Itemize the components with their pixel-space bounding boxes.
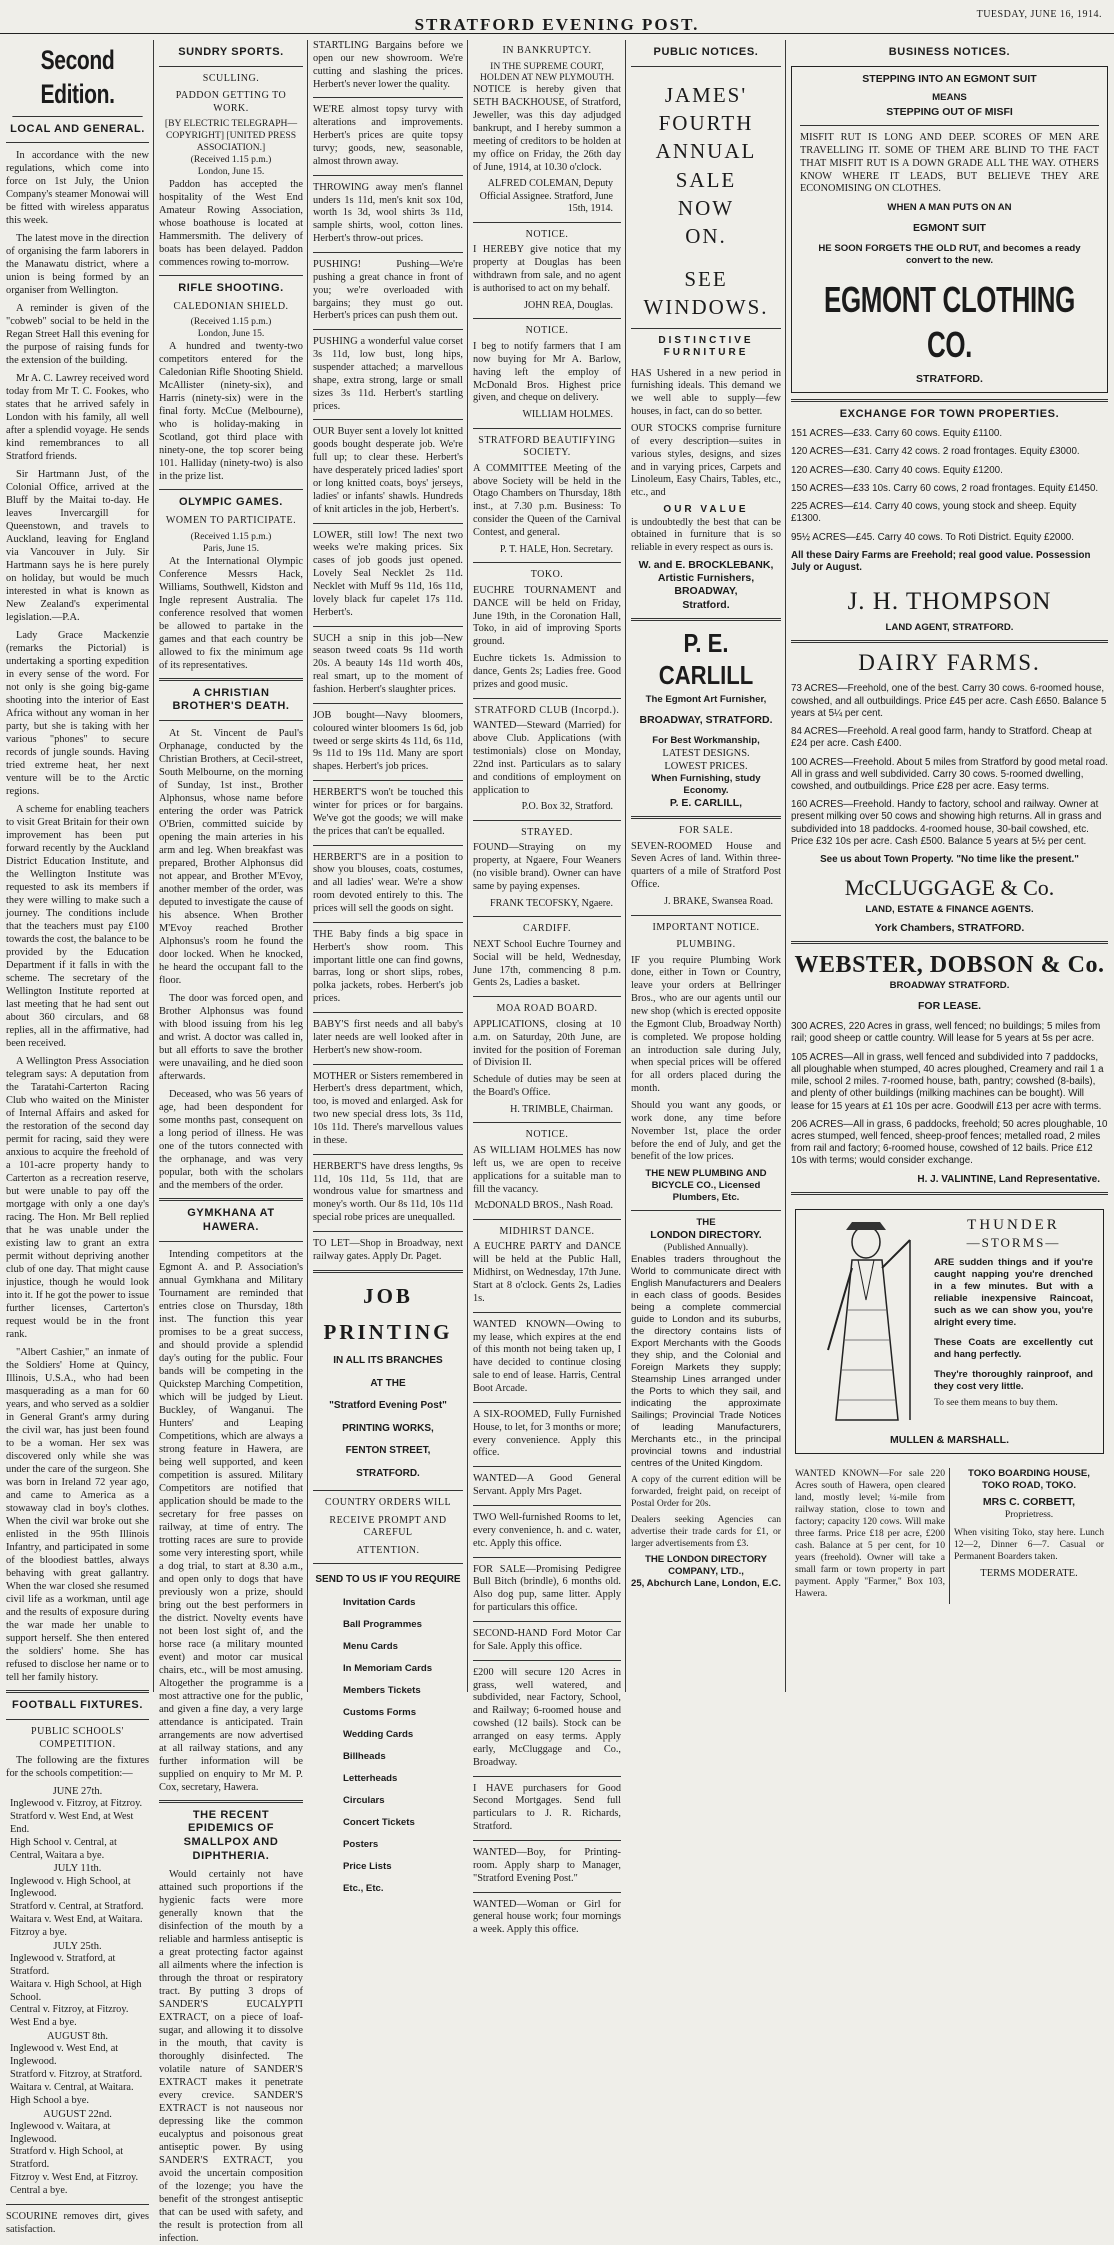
subheading-sculling: SCULLING. [202, 72, 260, 84]
wire-credit: [BY ELECTRIC TELEGRAPH—COPYRIGHT] [UNITED PRESS ASSOCIATION.] [164, 118, 298, 154]
notice-text: WANTED—Steward (Married) for above Club. Applications (with testimonials) close on Monday, 22nd inst. Particulars as to salary and conditions of employment on application to [473, 720, 621, 796]
received-time: (Received 1.15 p.m.) [190, 530, 272, 542]
section-heading-football: FOOTBALL FIXTURES. [12, 1699, 143, 1712]
news-item: Paddon has accepted the hospitality of the West End Amateur Rowing Association, whose boathouse is located at Hammersmith. The delivery of boats has been delayed. Paddon commences rowing to-morrow. [159, 179, 303, 269]
subheading-olympic: OLYMPIC GAMES. [179, 496, 283, 509]
scourine-ad: SCOURINE removes dirt, gives satisfaction. [6, 2210, 149, 2235]
masthead [0, 0, 1114, 34]
bottom-row: WANTED KNOWN—For sale 220 Acres south of Hawera, open cleared land, mostly level; ¼-mile from railway station, close to town and factory; capacity 120 cows. Will make three farms. Price £18 per acre, £200 cash. Balance at 5 per cent, for 10 years (freehold). Owner will take a small farm or town property in part payment. Apply "Farmer," Box 103, Hawera. TOKO BOARDING HOUSE, TOKO ROAD, TOKO. MRS C. CORBETT, Proprietress. When visiting Toko, stay here. Lunch 12—2, Dinner 6—7. Casual or Permanent Boarders taken. TERMS MODERATE. [791, 1468, 1108, 1604]
london-directory-heading: LONDON DIRECTORY. [650, 1229, 762, 1242]
news-item: A scheme for enabling teachers to visit Great Britain for their own improvement has been put forward recently by the Auckland District Education Institute, and the Wellington Institute was requested to ask its members if they were willing to make such a journey. The conditions include that the teachers must pay £100 towards the cost, the balance to be provided by the Education Department if it falls in with the scheme. The secretary of the Wellington Institute reported at last meeting that he had sent out about 360 circulars, and 68 replies, all in the affirmative, had been received. [6, 804, 149, 1050]
property-listing: 105 ACRES—All in grass, well fenced and subdivided into 7 paddocks, all ploughable when stumped, 40 acres ploughed, Creamery and rail 1 a mile, school 2 miles. 7-roomed house, bath, pantry; cowshed (8-bails), and plenty of other buildings (milking machines can be bought). Will lease for 15 years at £1 10s per acre. Goodwill £13 per acre with terms. [791, 1051, 1104, 1112]
herberts-ad: HERBERT'S won't be touched this winter for prices or for bargains. We've got the goods; we will make the prices that can't be equalled. [313, 787, 463, 837]
property-listing: 95½ ACRES—£45. Carry 40 cows. To Roti District. Equity £2000. [791, 531, 1074, 543]
section-heading-local: LOCAL AND GENERAL. [10, 122, 145, 135]
section-heading-brother: A CHRISTIAN BROTHER'S DEATH. [172, 686, 290, 713]
edition-title: Second Edition. [12, 44, 142, 117]
notice-text: APPLICATIONS, closing at 10 a.m. on Saturday, 20th June, are invited for the position of Foreman of Division II. [473, 1018, 621, 1069]
column-sports [155, 40, 307, 2244]
subheading-women: WOMEN TO PARTICIPATE. [165, 515, 297, 527]
news-item: Mr A. C. Lawrey received word today from Mr T. C. Fookes, who states that he arrived safely in London with his family, all well after a splendid voyage. He sends kind remembrances to all Stratford friends. [6, 373, 150, 463]
classified-ad: WANTED—Boy, for Printing-room. Apply sharp to Manager, "Stratford Evening Post." [473, 1847, 621, 1884]
football-subheading: PUBLIC SCHOOLS' COMPETITION. [31, 1726, 124, 1750]
classified-ad: SEVEN-ROOMED House and Seven Acres of land. Within three-quarters of a mile of Stratford Post Office. [631, 840, 781, 891]
news-item: A reminder is given of the "cobweb" social to be held in the Regan Street Hall this evening for the purpose of raising funds for the extension of the building. [6, 303, 149, 367]
column-public-notices: PUBLIC NOTICES. JAMES' FOURTH ANNUAL SALE NOW ON. SEE WINDOWS. DISTINCTIVE FURNITURE HAS Ushered in a new period in furnishing ideals. This demand we we well able to supply—few houses, in fact, can do so better. OUR STOCKS comprise furniture of every description—suites in various styles, designs, and sizes and in varying prices, Carpets and Linoleum, Easy Chairs, Tables, etc., etc., and OUR VALUE is undoubtedly the best that can be obtained in furniture that is so reliable in every respect as ours is. W. and E. BROCKLEBANK, Artistic Furnishers, BROADWAY, Stratford. P. E. CARLILL The Egmont Art Furnisher, BROADWAY, STRATFORD. For Best Workmanship, LATEST DESIGNS. LOWEST PRICES. When Furnishing, study Economy. P. E. CARLILL, FOR SALE. SEVEN-ROOMED House and Seven Acres of land. Within three-quarters of a mile of Stratford Post Office. J. BRAKE, Swansea Road. IMPORTANT NOTICE. PLUMBING. IF you require Plumbing Work done, either in Town or Country, leave your orders at Bellringer Bros., who are our agents until our new shop (which is erected opposite the Egmont Club, Broadway North) is completed. We propose holding an introduction sale during July, when special prices will be offered for all orders placed during the month. Should you want any goods, or work done, any time before November 1st, place the order before the end of July, and get the benefit of the low prices. THE NEW PLUMBING AND BICYCLE CO., Licensed Plumbers, Etc. THE LONDON DIRECTORY. (Published Annually). Enables traders throughout the World to communicate direct with English Manufacturers and Dealers in each class of goods. Besides being a complete commercial guide to London and its suburbs, the directory contains lists of Export Merchants with the Goods they ship, and the Colonial and Foreign Markets they supply; Steamship Lines arranged under the Ports to which they sail, and indicating the approximate Sailings; Provincial Trade Notices of leading Manufacturers, Merchants etc., in the principal provincial towns and industrial centres of the United Kingdom. A copy of the current edition will be forwarded, freight paid, on receipt of Postal Order for 20s. Dealers seeking Agencies can advertise their trade cards for £1, or larger advertisements from £3. THE LONDON DIRECTORY COMPANY, LTD., 25, Abchurch Lane, London, E.C. [631, 46, 781, 1589]
property-listing: 84 ACRES—Freehold. A real good farm, handy to Stratford. Cheap at £24 per acre. Cash £400. [791, 726, 1092, 750]
fixture-block: AUGUST 8th. Inglewood v. West End, at Inglewood. Stratford v. Fitzroy, at Stratford. Waitara v. Central, at Waitara. High School a bye. [10, 2031, 143, 2106]
news-item: At the International Olympic Conference Messrs Hack, Williams, Southwell, Kidston and Ingle represent Australia. The conference resolved that women be allowed to partake in the games and that each country be allowed to fix the minimum age of its representatives. [159, 555, 303, 671]
furniture-ad-text: HAS Ushered in a new period in furnishing ideals. This demand we we well able to supply—few houses, in fact, can do so better. [631, 367, 781, 418]
news-item: Intending competitors at the Egmont A. and P. Association's annual Gymkhana and Military Tournament are reminded that entries close on Thursday, 18th inst. The function this year promises to be a great success, and should provide a splendid day's outing for the public. Four bands will be competing in the Quickstep Marching Competition, which will be judged by Lieut. Buckley, of Wanganui. The Hunters' and Leaping Competitions, which are always a strong feature in Hawera, are being well supported, and keen competition is assured. Military Competitors are notified that application should be made to the secretary for free passes on railway, at time of entry. The trotting races are sure to provide some very interesting sport, while a dog trial, to start at 8.30 a.m., and open only to dogs that have previously won a prize, should bring out the best performers in the district. Novelty events have not been lost sight of, and the horse race (a military mounted event) and motor car musical chairs, etc., will be most amusing. Altogether the programme is a most attractive one for the public, and given a fine day, a very large attendance is anticipated. Train arrangements are now advertised at all railway stations, and any further information will be supplied on enquiry to Mr M. P. Cox, secretary, Hawera. [159, 1248, 303, 1793]
heading-bankruptcy: IN BANKRUPTCY. [502, 45, 592, 56]
job-title: JOB [363, 1283, 413, 1308]
news-item: At St. Vincent de Paul's Orphanage, conducted by the Christian Brothers, at Cecil-street, South Melbourne, on the morning of Sunday, 1st inst., Brother Alphonsus, whose name before entering the order was Patrick O'Brien, committed suicide by opening the main arteries in his arm and leg. When breakfast was prepared, Brother Alphonsus did not appear, and Brother M'Evoy, another member of the order, was deputed to investigate the cause of his absence. When Brother M'Evoy reached Brother Alphonsus's room he found the door locked. When he knocked, he heard the occupant fall to the floor. [159, 728, 303, 987]
job-printing-ad: JOB PRINTING IN ALL ITS BRANCHES AT THE "Stratford Evening Post" PRINTING WORKS, FENTON STREET, STRATFORD. COUNTRY ORDERS WILL RECEIVE PROMPT AND CAREFUL ATTENTION. SEND TO US IF YOU REQUIRE Invitation Cards Ball Programmes Menu Cards In Memoriam Cards Members Tickets Customs Forms Wedding Cards Billheads Letterheads Circulars Concert Tickets Posters Price Lists Etc., Etc. [313, 1283, 463, 1895]
football-intro: The following are the fixtures for the schools competition:— [6, 1755, 149, 1779]
classified-ad: WANTED—Woman or Girl for general house work; four mornings a week. Apply this office. [473, 1898, 621, 1936]
classified-ad: WANTED—A Good General Servant. Apply Mrs Paget. [473, 1473, 621, 1498]
classified-ad: WANTED KNOWN—For sale 220 Acres south of Hawera, open cleared land, mostly level; ¼-mile from railway station, close to town and factory; capacity 120 cows. Will make three farms. Price £18 per acre, £200 cash. Balance at 5 per cent, for 10 years (freehold). Owner will take a small farm or town property in part payment. Apply "Farmer," Box 103, Hawera. [795, 1468, 945, 1600]
subheading-rifle-shooting: RIFLE SHOOTING. [178, 282, 284, 295]
fixture-block: JULY 11th. Inglewood v. High School, at Inglewood. Stratford v. Central, at Stratford. Waitara v. West End, at Waitara. Fitzroy a bye. [10, 1863, 144, 1938]
heading-exchange: EXCHANGE FOR TOWN PROPERTIES. [839, 408, 1060, 421]
property-listing: 100 ACRES—Freehold. About 5 miles from Stratford by good metal road. All in grass and well subdivided. Carry 30 cows. 5-roomed dwelling, cowshed, and outbuildings. Price £28 per acre. Easy terms. [791, 756, 1108, 792]
classified-ad: TWO Well-furnished Rooms to let, every convenience, h. and c. water, etc. Apply this office. [473, 1511, 621, 1549]
subheading-paddon: PADDON GETTING TO WORK. [175, 90, 287, 114]
notice-text: NEXT School Euchre Tourney and Social will be held, Wednesday, June 17th, commencing 8 p.m. Gents 2s, Ladies a basket. [473, 938, 621, 989]
property-listing: 160 ACRES—Freehold. Handy to factory, school and railway. Owner at present milking over 50 cows and showing high returns. All in grass and subdivided into 18 paddocks. 4-roomed house, 30-bail cowshed, etc. Price £32 10s per acre. Cash £500. Balance 5 years at 5½ per cent. [791, 799, 1102, 847]
property-listing: 151 ACRES—£33. Carry 60 cows. Equity £1100. [791, 428, 1003, 440]
column-business-notices: BUSINESS NOTICES. STEPPING INTO AN EGMONT SUIT MEANS STEPPING OUT OF MISFI MISFIT RUT IS LONG AND DEEP. SCORES OF MEN ARE TRAVELLING IT. SOME OF THEM ARE BLIND TO THE FACT THAT MISFIT RUT IS A DOWN GRADE ALL THE WAY. OTHERS KNOW WHERE IT LEADS, BUT BELIEVE THEY ARE ECONOMISING ON CLOTHES. WHEN A MAN PUTS ON AN EGMONT SUIT HE SOON FORGETS THE OLD RUT, and becomes a ready convert to the new. EGMONT CLOTHING CO. STRATFORD. EXCHANGE FOR TOWN PROPERTIES. 151 ACRES—£33. Carry 60 cows. Equity £1100. 120 ACRES—£31. Carry 42 cows. 2 road frontages. Equity £3000. 120 ACRES—£30. Carry 40 cows. Equity £1200. 150 ACRES—£33 10s. Carry 60 cows, 2 road frontages. Equity £1450. 225 ACRES—£14. Carry 40 cows, young stock and sheep. Equity £1300. 95½ ACRES—£45. Carry 40 cows. To Roti District. Equity £2000. All these Dairy Farms are Freehold; real good value. Possession July or August. J. H. THOMPSON LAND AGENT, STRATFORD. DAIRY FARMS. 73 ACRES—Freehold, one of the best. Carry 30 cows. 6-roomed house, cowshed, and all outbuildings. Price £45 per acre. Cash £650. Balance 5 years at 5¼ per cent. 84 ACRES—Freehold. A real good farm, handy to Stratford. Cheap at £24 per acre. Cash £400. 100 ACRES—Freehold. About 5 miles from Stratford by good metal road. All in grass and well subdivided. Carry 30 cows. 5-roomed dwelling, cowshed, and outbuildings. Price £28 per acre. Easy terms. 160 ACRES—Freehold. Handy to factory, school and railway. Owner at present milking over 50 cows and showing high returns. All in grass and subdivided into 18 paddocks. 4-roomed house, 30-bail cowshed, etc. Price £32 10s per acre. Cash £500. Balance 5 years at 5½ per cent. See us about Town Property. "No time like the present." McCLUGGAGE & Co. LAND, ESTATE & FINANCE AGENTS. York Chambers, STRATFORD. WEBSTER, DOBSON & Co. BROADWAY STRATFORD. FOR LEASE. 300 ACRES, 220 Acres in grass, well fenced; no buildings; 5 miles from rail; good sheep or cattle country. Will lease for 5 years at 5s per acre. 105 ACRES—All in grass, well fenced and subdivided into 7 paddocks, all ploughable when stumped, 40 acres ploughed, Creamery and rail 1 a mile, school 2 miles. 7-roomed house, bath, pantry; cowshed (8-bails), and plenty of other buildings (milking machines can be bought). Will lease for 15 years at £1 10s per acre. Goodwill £13 per acre with terms. 206 ACRES—All in grass, 6 paddocks, freehold; 50 acres ploughable, 10 acres stumped, well fenced, sheep-proof fences; metalled road, 2 miles from rail and factory; 6-roomed house, cowshed of 12 bails. Price £12 10s with terms; would consider exchange. H. J. VALINTINE, Land Representative. THUNDER —STORMS— ARE sudden things and if you're caught napping you're drenched in a few minutes. But with a reliable inexpensive Raincoat, such as we can show you, you're alright every time. These Coats are excellently cut and hang perfectly. They're thoroughly rainproof, and they cost very little. To see them means to buy them. MULLEN & MARSHALL. WANTED KNOWN—For sale 220 Acres south of Hawera, open cleared land, mostly level; ¼-mile from railway station, close to town and factory; capacity 120 cows. Will make three farms. Price £18 per acre, £200 cash. Balance at 5 per cent, for 10 years (freehold). Owner will take a small farm or town property in part payment. Apply "Farmer," Box 103, Hawera. TOKO BOARDING HOUSE, TOKO ROAD, TOKO. MRS C. CORBETT, Proprietress. When visiting Toko, stay here. Lunch 12—2, Dinner 6—7. Casual or Permanent Boarders taken. TERMS MODERATE. [787, 40, 1112, 1692]
news-item: "Albert Cashier," an inmate of the Soldiers' Home at Quincy, Illinois, U.S.A., who had been masquerading as a man for 60 years, and who served as a soldier in General Grant's army during the civil war, has just been found to be a woman. Her sex was discovered only while she was under the care of the surgeon. She was born in Ireland 72 year ago, and came to America as a stowaway clad in boy's clothes. When the civil war broke out she enlisted in the 95th Illinois Infantry, and participated in some of the bloodiest battles, always behaving with great gallantry. When the war closed she resumed civil life as a workman, until age and the results of exposure during the war made her unable to support herself. She then entered the soldiers' home. She has refused to disclose her name or to tell her family history. [6, 1347, 149, 1684]
fixture-block: JUNE 27th. Inglewood v. Fitzroy, at Fitzroy. Stratford v. West End, at West End. High School v. Central, at Central, Waitara a bye. [10, 1786, 143, 1861]
column-rule [785, 40, 786, 1692]
classified-ad: FOR SALE—Promising Pedigree Bull Bitch (brindle), 6 months old. Also dog pup, same litter. Apply for particulars this office. [473, 1563, 621, 1614]
property-listing: 120 ACRES—£30. Carry 40 cows. Equity £1200. [791, 464, 1003, 476]
property-listing: 150 ACRES—£33 10s. Carry 60 cows, 2 road frontages. Equity £1450. [791, 482, 1099, 494]
notice-text: A EUCHRE PARTY and DANCE will be held at the Public Hall, Midhirst, on Wednesday, 17th June. Start at 8 o'clock. Gents 2s, Ladies 1s. [473, 1241, 621, 1304]
carlill-heading: P. E. CARLILL [658, 627, 754, 691]
dateline: London, June 15. [197, 166, 265, 178]
dateline: London, June 15. [197, 328, 265, 340]
webster-dobson-heading: WEBSTER, DOBSON & Co. [794, 951, 1105, 978]
notice-text: EUCHRE TOURNAMENT and DANCE will be held on Friday, June 19th, in the Coronation Hall, Toko, in aid of improving Sports ground. [473, 584, 621, 648]
james-sale-ad: JAMES' FOURTH ANNUAL SALE NOW ON. SEE WINDOWS. [643, 82, 769, 320]
herberts-ad: OUR Buyer sent a lovely lot knitted goods bought desperate job. We're full up; to clear these. Herbert's have desperately priced ladies' sport or long knitted coats, boys' jerseys, ladies' or infants' shawls. Hundreds of knit articles in the job, Herbert's. [313, 426, 463, 515]
property-listing: 73 ACRES—Freehold, one of the best. Carry 30 cows. 6-roomed house, cowshed, and all outbuildings. Price £45 per acre. Cash £650. Balance 5 years at 5¼ per cent. [791, 683, 1107, 719]
thompson-heading: J. H. THOMPSON [847, 588, 1052, 616]
news-item: Deceased, who was 56 years of age, had been despondent for some months past, consequent on a long period of illness. He was one of the tutors connected with the orphanage, and was very popular, both with the scholars and the members of the order. [159, 1089, 303, 1192]
herberts-ad: WE'RE almost topsy turvy with alterations and improvements. Herbert's prices are quite topsy turvy; goods, new, seasonable, almost thrown away. [313, 104, 463, 167]
raincoat-figure-icon [806, 1220, 926, 1430]
classified-ad: I HAVE purchasers for Good Second Mortgages. Send full particulars to J. R. Richards, Stratford. [473, 1782, 621, 1833]
property-listing: 120 ACRES—£31. Carry 42 cows. 2 road frontages. Equity £3000. [791, 446, 1080, 458]
to-let-ad: TO LET—Shop in Broadway, next railway gates. Apply Dr. Paget. [313, 1238, 463, 1262]
column-rule [625, 40, 626, 1692]
herberts-ad: THE Baby finds a big space in Herbert's show room. This important little one can find gowns, barras, long or short slips, robes, polka jackets, robes. Herbert's job prices. [313, 928, 463, 1005]
news-item: Lady Grace Mackenzie (remarks the Pictorial) is undertaking a sporting expedition in every sense of the word. For not only is she going big-game shooting into the interior of East Africa without any woman in her party, but she is taking with her various "phones" to secure records of jungle sounds. Having tried extreme heat, her next venture will be to the Arctic regions. [6, 630, 149, 798]
received-time: (Received 1.15 p.m.) [190, 154, 272, 166]
advert-text: Would certainly not have attained such proportions if the hygienic facts were more generally known that the disinfection of the mouth by a reliable and harmless antiseptic is a great protecting factor against all ailments where the infection is through the throat or respiratory tract. By putting 3 drops of SANDER'S EUCALYPTI EXTRACT, on a piece of loaf-sugar, and allowing it to dissolve in the mouth, that cavity is thoroughly disinfected. The volatile nature of SANDER'S EXTRACT makes it penetrate every crevice. SANDER'S EXTRACT is not nauseous nor depressing like the common eucalyptus and poisonous great antiseptic power. By using SANDER'S EXTRACT, you avoid the uncertain composition of the lozenge; you have the benefit of the strongest antiseptic that can be used with safety, and the result is protection from all infection. [159, 1868, 303, 2244]
notice-text: I beg to notify farmers that I am now buying for Mr A. Barlow, having left the employ of McDonald Bros. Highest price given, and cheque on delivery. [473, 340, 621, 404]
newspaper-title: STRATFORD EVENING POST. [414, 15, 700, 34]
news-item: The door was forced open, and Brother Alphonsus was found with blood issuing from his leg and wrist. A doctor was called in, but all efforts to save the brother were unavailing, and he died soon afterwards. [159, 993, 303, 1083]
column-local-general [2, 40, 153, 2235]
property-listing: 225 ACRES—£14. Carry 40 cows, young stock and sheep. Equity £1300. [791, 501, 1077, 525]
news-item: In accordance with the new regulations, which come into force on 1st July, the Union Company's steamer Monowai will be fitted with wireless apparatus this week. [6, 150, 149, 227]
section-heading-gymkhana: GYMKHANA AT HAWERA. [187, 1207, 275, 1233]
classified-ad: SECOND-HAND Ford Motor Car for Sale. Apply this office. [473, 1628, 621, 1652]
fixture-block: JULY 25th. Inglewood v. Stratford, at Stratford. Waitara v. High School, at High School. Central v. Fitzroy, at Fitzroy. West End a bye. [10, 1940, 142, 2029]
herberts-ad: BABY'S first needs and all baby's later needs are well looked after in Herbert's new show-room. [313, 1019, 463, 1056]
section-heading-epidemics: THE RECENT EPIDEMICS OF SMALLPOX AND DIPHTHERIA. [183, 1808, 279, 1862]
news-item: A Wellington Press Association telegram says: A deputation from the Taratahi-Carterton Racing Club who waited on the Minister of Internal Affairs and asked for the restoration of the second day permit for racing, said they were anxious to acquire the freehold of a 101-acre property handy to Carterton as a recreation reserve, but were unable to pay off the mortgage with only a one day's racing. The Hon. Mr Bell replied that he was unable under the existing law to grant an extra permit without depriving another club of one day. That might cause injustice, though he would look into it. If he got the power to issue further licenses, Carterton's request would be in the front rank. [6, 1056, 149, 1341]
notice-text: NOTICE is hereby given that SETH BACKHOUSE, of Stratford, Jeweller, was this day adjudged bankrupt, and I hereby summon a meeting of creditors to be holden at my office on Friday, the 26th day of June, 1914, at 10.30 o'clock. [473, 84, 621, 173]
herberts-ad: THROWING away men's flannel unders 1s 11d, men's knit sox 10d, worth 1s 3d, wool shirts 3s 11d, sample shirts, wool, cotton lines. Herbert's throw-out prices. [313, 181, 463, 245]
news-item: The latest move in the direction of organising the farm laborers in the Manawatu district, where a union is being formed by an organiser from Wellington. [6, 233, 149, 297]
notice-text: AS WILLIAM HOLMES has now left us, we are open to receive applications for a suitable man to fill the vacancy. [473, 1144, 621, 1195]
section-heading-sundry-sports: SUNDRY SPORTS. [178, 46, 284, 58]
section-heading-business: BUSINESS NOTICES. [888, 46, 1011, 58]
dairy-farms-heading: DAIRY FARMS. [858, 649, 1041, 675]
herberts-ad: MOTHER or Sisters remembered in Herbert's dress department, which, too, is moved and enlarged. Ask for two new special dress lots, 3s 11d, 10s 11d. There's marvellous values in these. [313, 1070, 463, 1146]
herberts-ad: JOB bought—Navy bloomers, coloured winter bloomers 1s 6d, job tweed or serge skirts 4s 11d, 6s 11d, 9s 11d to 19s 11d. Many are sport shapes. Herbert's job prices. [313, 709, 463, 773]
news-item: Sir Hartmann Just, of the Colonial Office, arrived at the Bluff by the Maitai to-day. He leaves Invercargill for Queenstown, and travels to Auckland, leaving for England via Vancouver in July. Sir Hartmann says he is here purely on holiday, but would be much interested in what is known as New Zealand's experimental legislation.—P.A. [6, 469, 149, 624]
thunder-storms-ad: THUNDER —STORMS— ARE sudden things and if you're caught napping you're drenched in a few minutes. But with a reliable inexpensive Raincoat, such as we can show you, you're alright every time. These Coats are excellently cut and hang perfectly. They're thoroughly rainproof, and they cost very little. To see them means to buy them. MULLEN & MARSHALL. [795, 1209, 1104, 1454]
column-herberts [309, 40, 467, 1894]
news-item: A hundred and twenty-two competitors entered for the Caledonian Rifle Shooting Shield. McAllister (ninety-six), and Harris (ninety-six) were in the final forty. McCue (Melbourne), who is holiday-making in Scotland, got third place with ninety-one, the top scorer being 101. Halliday (ninety-two) is also in the prize list. [159, 341, 303, 483]
herberts-ad: LOWER, still low! The next two weeks we're making prices. Six cases of job goods just opened. Lovely Seal Necklet 2s 11d. Necklet with Muff 9s 11d, 16s 11d, lovely black fur capelet 17s 11d. Herbert's. [313, 529, 463, 618]
herberts-ad: HERBERT'S have dress lengths, 9s 11d, 10s 11d, 5s 11d, that are wondrous value for smartness and money's worth. Our 8s 11d, 10s 11d special robe prices are unequalled. [313, 1160, 463, 1224]
dateline: Paris, June 15. [203, 542, 259, 554]
property-listing: 300 ACRES, 220 Acres in grass, well fenced; no buildings; 5 miles from rail; good sheep or cattle country. Will lease for 5 years at 5s per acre. [791, 1021, 1101, 1045]
job-printing-title: PRINTING [323, 1320, 453, 1344]
herberts-ad: HERBERT'S are in a position to show you blouses, coats, costumes, and all ladies' wear. We're a show room devoted entirely to this. The prices will sell the goods on sight. [313, 851, 463, 914]
property-listing: 206 ACRES—All in grass, 6 paddocks, freehold; 50 acres ploughable, 10 acres stumped, well fenced, sheep-proof fences; metalled road, 2 miles from rail and factory; 6-roomed house, cowshed of 12 bails. Price £12 10s with terms; would consider exchange. [791, 1118, 1108, 1167]
egmont-clothing-logo: EGMONT CLOTHING CO. [824, 279, 1075, 366]
notice-text: I HEREBY give notice that my property at Douglas has been withdrawn from sale, and no agent is authorised to act on my behalf. [473, 244, 621, 295]
subheading-caledonian: CALEDONIAN SHIELD. [173, 300, 289, 312]
herberts-ad: PUSHING! Pushing—We're pushing a great chance in front of you; we're overloaded with bargains; they must go out. Herbert's prices can push them out. [313, 259, 463, 322]
notice-text: FOUND—Straying on my property, at Ngaere, Four Weaners (no visible brand). Owner can have same by paying expenses. [473, 842, 621, 892]
classified-ad: WANTED KNOWN—Owing to my lease, which expires at the end of this month not being taken up, I have decided to continue closing sale to end of lease. Harris, Central Boot Arcade. [473, 1318, 621, 1394]
classified-ad: A SIX-ROOMED, Fully Furnished House, to let, for 3 months or more; every convenience. Apply this office. [473, 1408, 621, 1459]
fixture-block: AUGUST 22nd. Inglewood v. Waitara, at Inglewood. Stratford v. High School, at Stratford. Fitzroy v. West End, at Fitzroy. Central a bye. [10, 2108, 139, 2196]
notice-text: A COMMITTEE Meeting of the above Society will be held in the Otago Chambers on Thursday, 18th inst., at 7.30 p.m. Business: To consider the Queen of the Carnival Contest, and general. [473, 462, 621, 539]
egmont-clothing-ad: STEPPING INTO AN EGMONT SUIT MEANS STEPPING OUT OF MISFI MISFIT RUT IS LONG AND DEEP. SCORES OF MEN ARE TRAVELLING IT. SOME OF THEM ARE BLIND TO THE FACT THAT MISFIT RUT IS A DOWN GRADE ALL THE WAY. OTHERS KNOW WHERE IT LEADS, BUT BELIEVE THEY ARE ECONOMISING ON CLOTHES. WHEN A MAN PUTS ON AN EGMONT SUIT HE SOON FORGETS THE OLD RUT, and becomes a ready convert to the new. EGMONT CLOTHING CO. STRATFORD. [791, 66, 1108, 394]
column-notices: IN BANKRUPTCY. IN THE SUPREME COURT, HOLDEN AT NEW PLYMOUTH. NOTICE is hereby given that SETH BACKHOUSE, of Stratford, Jeweller, was this day adjudged bankrupt, and I hereby summon a meeting of creditors to be holden at my office on Friday, the 26th day of June, 1914, at 10.30 o'clock. ALFRED COLEMAN, Deputy Official Assignee. Stratford, June 15th, 1914. NOTICE. I HEREBY give notice that my property at Douglas has been withdrawn from sale, and no agent is authorised to act on my behalf. JOHN REA, Douglas. NOTICE. I beg to notify farmers that I am now buying for Mr A. Barlow, having left the employ of McDonald Bros. Highest price given, and cheque on delivery. WILLIAM HOLMES. STRATFORD BEAUTIFYING SOCIETY. A COMMITTEE Meeting of the above Society will be held in the Otago Chambers on Thursday, 18th inst., at 7.30 p.m. Business: To consider the Queen of the Carnival Contest, and general. P. T. HALE, Hon. Secretary. TOKO. EUCHRE TOURNAMENT and DANCE will be held on Friday, June 19th, in the Coronation Hall, Toko, in aid of improving Sports ground. Euchre tickets 1s. Admission to dance, Gents 2s; Ladies free. Good prizes and good music. STRATFORD CLUB (Incorpd.). WANTED—Steward (Married) for above Club. Applications (with testimonials) close on Monday, 22nd inst. Particulars as to salary and conditions of employment on application to P.O. Box 32, Stratford. STRAYED. FOUND—Straying on my property, at Ngaere, Four Weaners (no visible brand). Owner can have same by paying expenses. FRANK TECOFSKY, Ngaere. CARDIFF. NEXT School Euchre Tourney and Social will be held, Wednesday, June 17th, commencing 8 p.m. Gents 2s, Ladies a basket. MOA ROAD BOARD. APPLICATIONS, closing at 10 a.m. on Saturday, 20th June, are invited for the position of Foreman of Division II. Schedule of duties may be seen at the Board's Office. H. TRIMBLE, Chairman. NOTICE. AS WILLIAM HOLMES has now left us, we are open to receive applications for a suitable man to fill the vacancy. McDONALD BROS., Nash Road. MIDHIRST DANCE. A EUCHRE PARTY and DANCE will be held at the Public Hall, Midhirst, on Wednesday, 17th June. Start at 8 o'clock. Gents 2s, Ladies 1s. WANTED KNOWN—Owing to my lease, which expires at the end of this month not being taken up, I have decided to continue closing sale to end of lease. Harris, Central Boot Arcade. A SIX-ROOMED, Fully Furnished House, to let, for 3 months or more; every convenience. Apply this office. WANTED—A Good General Servant. Apply Mrs Paget. TWO Well-furnished Rooms to let, every convenience, h. and c. water, etc. Apply this office. FOR SALE—Promising Pedigree Bull Bitch (brindle), 6 months old. Also dog pup, same litter. Apply for particulars this office. SECOND-HAND Ford Motor Car for Sale. Apply this office. £200 will secure 120 Acres in grass, well watered, and subdivided, near Factory, School, and Railway; 6-roomed house and cowshed (12 bails). Stock can be arranged on easy terms. Apply early, McCluggage and Co., Broadway. I HAVE purchasers for Good Second Mortgages. Send full particulars to J. R. Richards, Stratford. WANTED—Boy, for Printing-room. Apply sharp to Manager, "Stratford Evening Post." WANTED—Woman or Girl for general house work; four mornings a week. Apply this office. [473, 45, 621, 1936]
column-rule [153, 40, 154, 1692]
mccluggage-heading: McCLUGGAGE & Co. [844, 875, 1055, 901]
plumbing-ad: IF you require Plumbing Work done, either in Town or Country, leave your orders at Bellringer Bros., who are our agents until our new shop (which is erected opposite the Egmont Club, Broadway North) is completed. We propose holding an introduction sale during July, when special prices will be offered for all orders placed during the month. [631, 954, 781, 1095]
received-time: (Received 1.15 p.m.) [190, 316, 272, 328]
column-rule [307, 40, 308, 1692]
issue-date: TUESDAY, JUNE 16, 1914. [976, 9, 1102, 20]
herberts-ad: SUCH a snip in this job—New season tweed coats 9s 11d worth 20s. A beauty 14s 11d worth 40s, real smart, up to the moment of fashion. Herbert's slaughter prices. [313, 632, 463, 695]
column-rule [467, 40, 468, 1692]
herberts-ad: PUSHING a wonderful value corset 3s 11d, low bust, long hips, suspender attached; a marvellous shape, extra strong, large or small sizes 3s 11d. Herbert's startling prices. [313, 336, 463, 412]
herberts-ad: STARTLING Bargains before we open our new showroom. We're cutting and slashing the prices. Herbert's never lower the quality. [313, 40, 463, 90]
section-heading-public-notices: PUBLIC NOTICES. [653, 46, 759, 58]
classified-ad: £200 will secure 120 Acres in grass, well watered, and subdivided, near Factory, School, and Railway; 6-roomed house and cowshed (12 bails). Stock can be arranged on easy terms. Apply early, McCluggage and Co., Broadway. [473, 1666, 621, 1768]
